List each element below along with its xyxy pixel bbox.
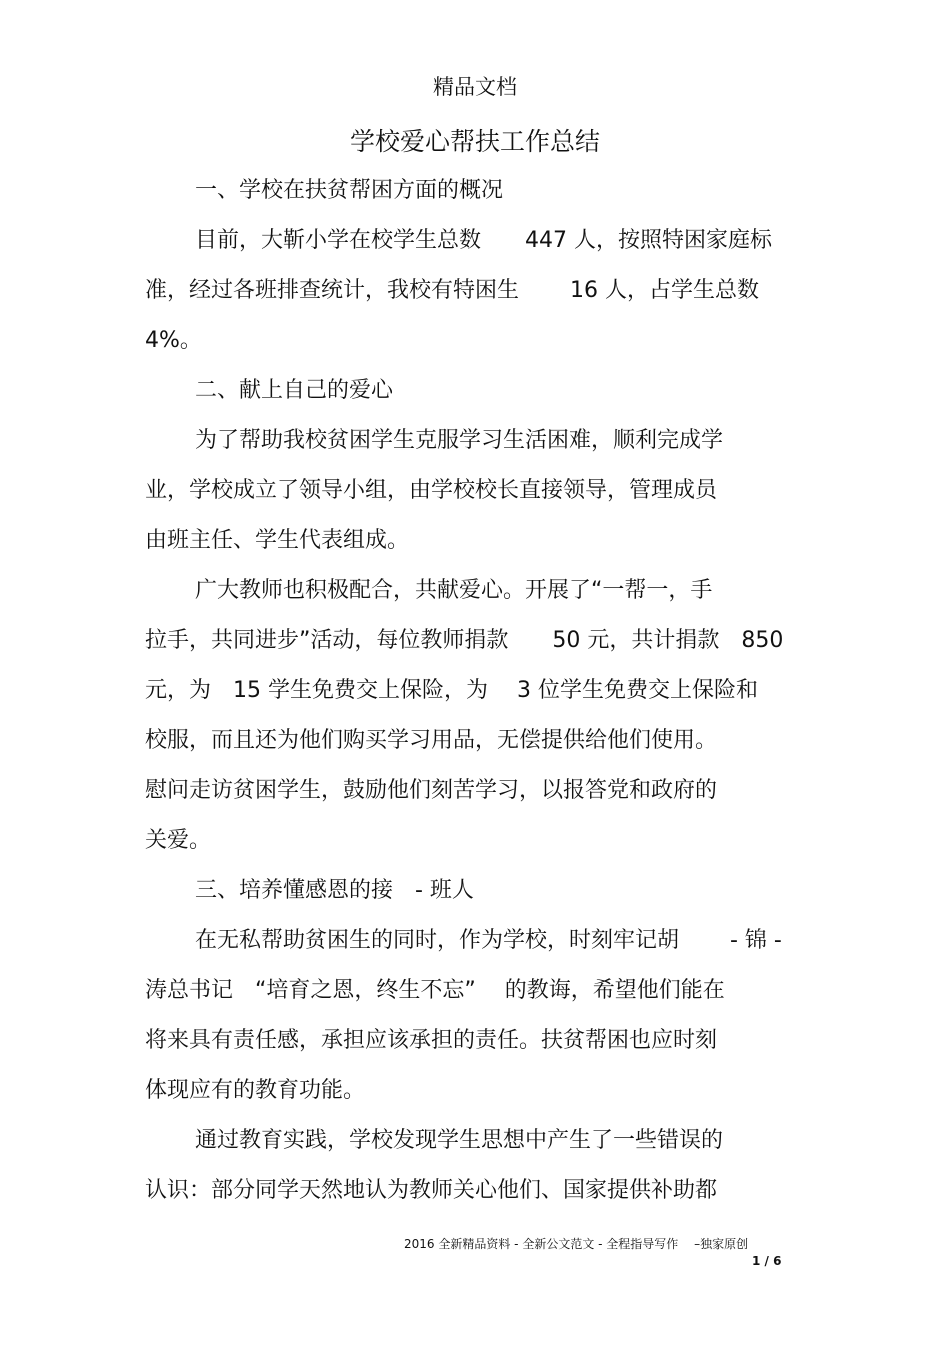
paragraph-line: 体现应有的教育功能。 xyxy=(145,1078,366,1103)
paragraph-line: 关爱。 xyxy=(145,828,212,853)
section-heading-2: 二、献上自己的爱心 xyxy=(195,378,394,403)
paragraph-line: 准，经过各班排查统计，我校有特困生 16 人，占学生总数 xyxy=(145,278,759,303)
section-heading-3: 三、培养懂感恩的接 - 班人 xyxy=(195,878,474,903)
paragraph-line: 元，为 15 学生免费交上保险，为 3 位学生免费交上保险和 xyxy=(145,678,758,703)
paragraph-line: 广大教师也积极配合，共献爱心。开展了“一帮一，手 xyxy=(195,578,713,603)
page-header: 精品文档 xyxy=(433,75,517,99)
document-title: 学校爱心帮扶工作总结 xyxy=(349,127,600,156)
paragraph-line: 认识：部分同学天然地认为教师关心他们、国家提供补助都 xyxy=(145,1178,718,1203)
paragraph-line: 业，学校成立了领导小组，由学校校长直接领导，管理成员 xyxy=(145,478,718,503)
paragraph-line: 慰问走访贫困学生，鼓励他们刻苦学习，以报答党和政府的 xyxy=(145,778,718,803)
paragraph-line: 由班主任、学生代表组成。 xyxy=(145,528,410,553)
paragraph-line: 拉手，共同进步”活动，每位教师捐款 50 元，共计捐款 850 xyxy=(145,628,784,653)
page-number: 1 / 6 xyxy=(752,1254,782,1268)
section-heading-1: 一、学校在扶贫帮困方面的概况 xyxy=(195,178,504,203)
paragraph-line: 校服，而且还为他们购买学习用品，无偿提供给他们使用。 xyxy=(145,728,718,753)
paragraph-line: 在无私帮助贫困生的同时，作为学校，时刻牢记胡 - 锦 - xyxy=(195,928,782,953)
paragraph-line: 通过教育实践，学校发现学生思想中产生了一些错误的 xyxy=(195,1128,724,1153)
paragraph-line: 4%。 xyxy=(145,328,202,353)
paragraph-line: 涛总书记 “培育之恩，终生不忘” 的教诲，希望他们能在 xyxy=(145,978,725,1003)
footer-text: 2016 全新精品资料 - 全新公文范文 - 全程指导写作 –独家原创 xyxy=(404,1237,749,1251)
paragraph-line: 为了帮助我校贫困学生克服学习生活困难，顺利完成学 xyxy=(195,428,724,453)
paragraph-line: 将来具有责任感，承担应该承担的责任。扶贫帮困也应时刻 xyxy=(145,1028,718,1053)
paragraph-line: 目前，大靳小学在校学生总数 447 人，按照特困家庭标 xyxy=(195,228,772,253)
